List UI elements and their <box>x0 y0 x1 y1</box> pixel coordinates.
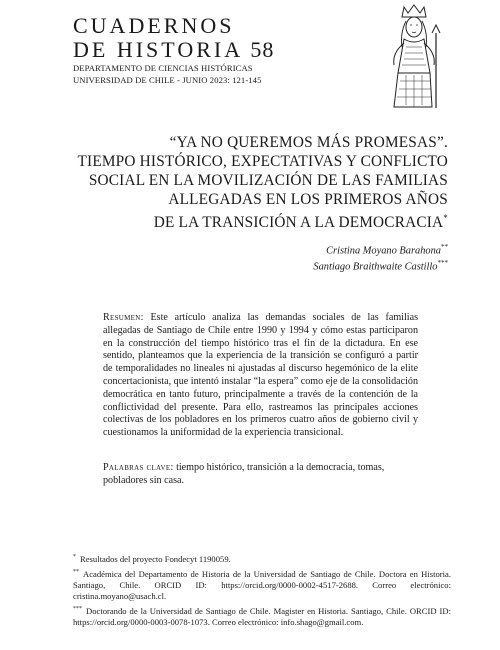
journal-title-line1: CUADERNOS <box>73 13 235 38</box>
footnote-text: Académica del Departamento de Historia de la Universidad de Santiago de Chile. Doctora en Historia. Santiago, Chile. ORCID ID: https://orcid.org/0000-0002-4517-2688. Correo electrónico: cristina.moyano@usach.cl. <box>73 568 451 601</box>
author-footnote-mark: ** <box>441 243 448 251</box>
author-name: Santiago Braithwaite Castillo <box>313 261 438 273</box>
journal-title-text: DE HISTORIA <box>73 37 242 62</box>
keywords <box>103 462 418 488</box>
author-line <box>313 257 448 273</box>
article-title-text: DE LA TRANSICIÓN A LA DEMOCRACIA <box>153 214 444 232</box>
author-line <box>313 241 448 257</box>
abstract <box>103 312 418 440</box>
journal-university-date: UNIVERSIDAD DE CHILE - JUNIO 2023: 121-145 <box>73 74 262 85</box>
footnotes <box>73 552 451 630</box>
title-footnote-mark: * <box>443 213 448 223</box>
keywords-text: tiempo histórico, transición a la democracia, tomas, pobladores sin casa. <box>103 462 385 486</box>
footnote-text: Resultados del proyecto Fondecyt 1190059. <box>80 553 231 564</box>
abstract-text: Este artículo analiza las demandas sociales de las familias allegadas de Santiago de Chile entre 1990 y 1994 y cómo estas participaron en la construcción del tiempo histórico tras el fin de la dictadura. En ese sentido, planteamos que la experiencia de la transición se configuró a partir de temporalidades no lineales ni ajustadas al discurso hegemónico de la elite concertacionista, que intentó instalar “la espera” como eje de la consolidación democrática en tanto futuro, principalmente a través de la contención de la conflictividad del presente. Para ello, rastreamos las principales acciones colectivas de los pobladores en los primeros cuatro años de gobierno civil y cuestionamos la uniformidad de la experiencia transicional. <box>103 312 418 439</box>
article-authors <box>313 241 448 274</box>
article-title-line <box>48 209 448 232</box>
footnote <box>73 552 451 565</box>
footnote <box>73 567 451 602</box>
keywords-label: Palabras clave: <box>103 462 174 473</box>
journal-department: DEPARTAMENTO DE CIENCIAS HISTÓRICAS <box>73 63 253 73</box>
author-name: Cristina Moyano Barahona <box>326 245 441 257</box>
article-title-line: SOCIAL EN LA MOVILIZACIÓN DE LAS FAMILIAS <box>88 172 448 189</box>
article-title-line: “YA NO QUEREMOS MÁS PROMESAS”. <box>169 134 448 151</box>
abstract-label: Resumen: <box>103 312 144 323</box>
journal-masthead <box>73 14 274 85</box>
footnote <box>73 604 451 628</box>
journal-title-line2 <box>73 38 274 62</box>
journal-emblem-illustration <box>384 3 444 113</box>
article-title-line: TIEMPO HISTÓRICO, EXPECTATIVAS Y CONFLICTO <box>77 153 448 170</box>
author-footnote-mark: *** <box>437 259 448 268</box>
footnote-text: Doctorando de la Universidad de Santiago de Chile. Magister en Historia. Santiago, Chile. ORCID ID: https://orcid.org/0000-0003-0078-1073. Correo electrónico: info.shago@gmail.com. <box>73 605 451 627</box>
article-title-line: ALLEGADAS EN LOS PRIMEROS AÑOS <box>168 191 448 208</box>
footnote-mark: *** <box>73 605 82 612</box>
footnote-mark: * <box>73 554 76 560</box>
footnote-mark: ** <box>73 568 79 575</box>
journal-issue-number: 58 <box>250 37 275 62</box>
article-title <box>48 133 448 232</box>
